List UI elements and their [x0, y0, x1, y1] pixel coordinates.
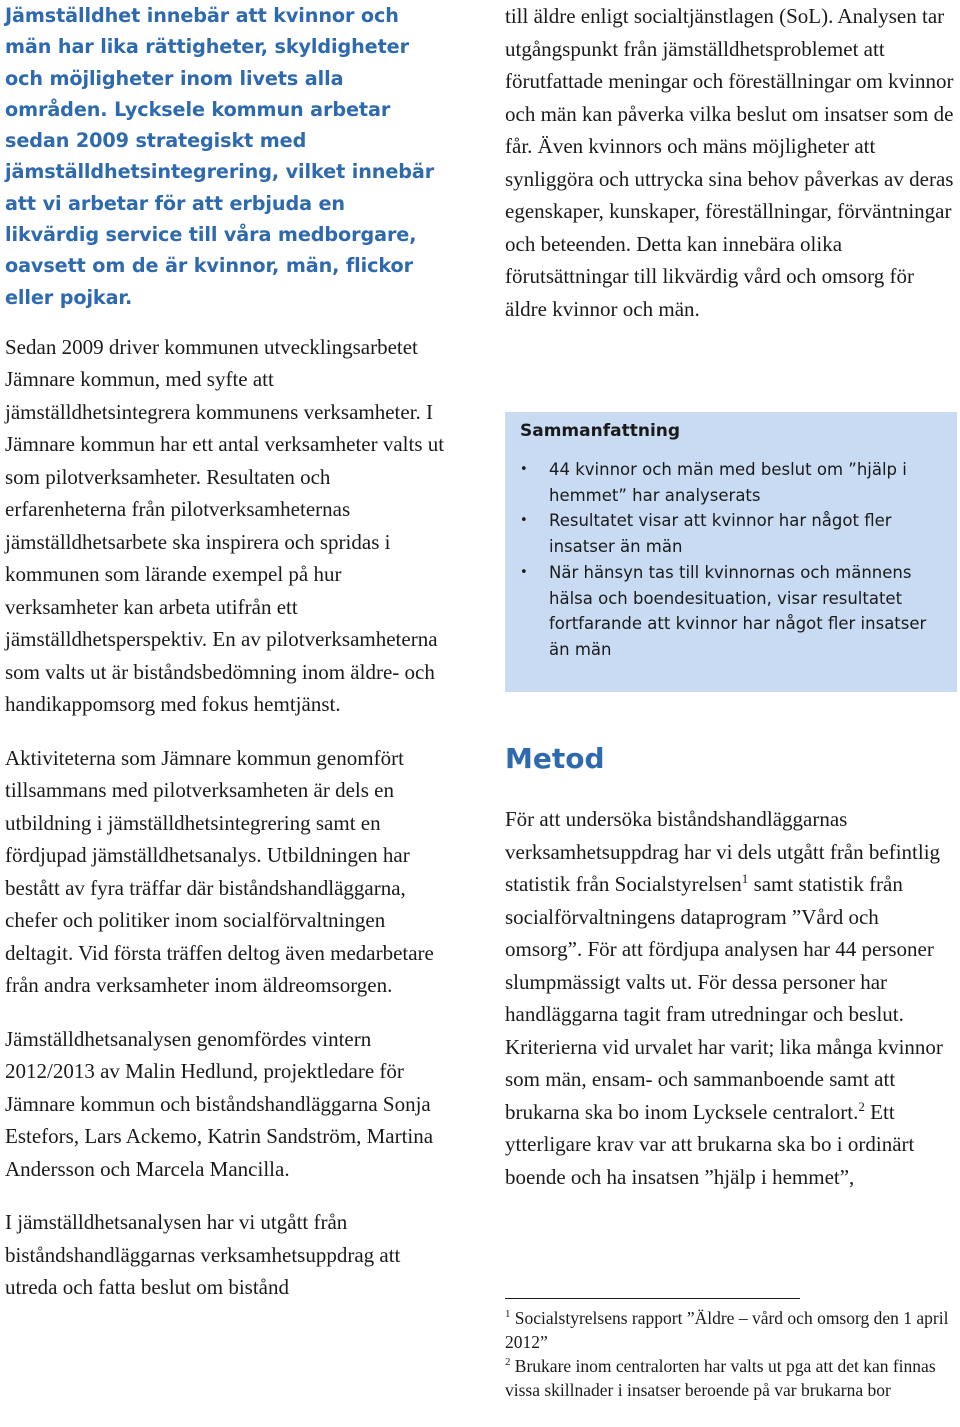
bullet-icon: • — [520, 564, 528, 580]
footnotes — [505, 1306, 955, 1402]
footnote-text-1: Socialstyrelsens rapport ”Äldre – vård och omsorg den 1 april 2012” — [505, 1308, 949, 1352]
right-body-paragraph-1: till äldre enligt socialtjänstlagen (SoL). Analysen tar utgångspunkt från jämställdhetsproblemet att förutfattade meningar och föreställningar om kvinnor och män kan påverka vilka beslut om insatser som de får. Även kvinnors och mäns möjligheter att synliggöra och uttrycka sina behov påverkas av deras egenskaper, kunskaper, föreställningar, förväntningar och beteenden. Detta kan innebära olika förutsättningar till likvärdig vård och omsorg för äldre kvinnor och män. — [505, 4, 954, 321]
footnote-number-1: 1 — [505, 1308, 511, 1321]
left-column — [5, 0, 445, 1325]
footnote-number-2: 2 — [505, 1356, 511, 1369]
body-paragraph-2: Aktiviteterna som Jämnare kommun genomfört tillsammans med pilotverksamheten är dels en utbildning i jämställdhetsintegrering samt en fördjupad jämställdhetsanalys. Utbildningen har bestått av fyra träffar där biståndshandläggarna, chefer och politiker inom socialförvaltningen deltagit. Vid första träffen deltog även medarbetare från andra verksamheter inom äldreomsorgen. — [5, 745, 434, 998]
bullet-icon: • — [520, 462, 528, 477]
method-text-b: samt statistik från socialförvaltningens dataprogram ”Vård och omsorg”. För att fördjupa analysen har 44 personer slumpmässigt valts ut. För dessa personer har handläggarna tagit fram utredningar och beslut. Kriterierna vid urvalet har varit; lika många kvinnor som män, ensam- och sammanboende samt att brukarna ska bo inom Lycksele centralort. — [505, 872, 943, 1124]
summary-box — [505, 412, 957, 692]
method-paragraph — [505, 803, 960, 1193]
method-text-c: Ett ytterligare krav var att brukarna ska bo i ordinärt boende och ha insatsen ”hjälp i hemmet”, — [505, 1099, 915, 1189]
body-paragraph-4: I jämställdhetsanalysen har vi utgått från biståndshandläggarnas verksamhetsuppdrag att utreda och fatta beslut om bistånd — [5, 1210, 401, 1300]
body-paragraph-3: Jämställdhetsanalysen genomfördes vintern 2012/2013 av Malin Hedlund, projektledare för Jämnare kommun och biståndshandläggarna Sonja Estefors, Lars Ackemo, Katrin Sandström, Martina Andersson och Marcela Mancilla. — [5, 1026, 434, 1181]
summary-list — [520, 457, 941, 663]
summary-title: Sammanfattning — [520, 421, 681, 441]
summary-item — [520, 560, 941, 663]
footnote-divider — [505, 1298, 800, 1299]
footnote-1 — [505, 1306, 955, 1354]
footnote-ref-1[interactable]: 1 — [741, 871, 749, 886]
summary-item-text: När hänsyn tas till kvinnornas och männens hälsa och boendesituation, visar resultatet fortfarande att kvinnor har något fler insatser än män — [549, 562, 927, 659]
summary-item-text: Resultatet visar att kvinnor har något fler insatser än män — [549, 511, 892, 557]
summary-item — [520, 457, 941, 508]
summary-item — [520, 508, 941, 559]
body-paragraph-1: Sedan 2009 driver kommunen utvecklingsarbetet Jämnare kommun, med syfte att jämställdhetsintegrera kommunens verksamheter. I Jämnare kommun har ett antal verksamheter valts ut som pilotverksamheter. Resultaten och erfarenheterna från pilotverksamheternas jämställdhetsarbete ska inspirera och spridas i kommunen som lärande exempel på hur verksamheter kan arbeta utifrån ett jämställdhetsperspektiv. En av pilotverksamheterna som valts ut är biståndsbedömning inom äldre- och handikappomsorg med fokus hemtjänst. — [5, 334, 445, 717]
method-heading: Metod — [505, 742, 605, 775]
footnote-text-2: Brukare inom centralorten har valts ut pga att det kan finnas vissa skillnader i insatser beroende på var brukarna bor — [505, 1356, 936, 1400]
bullet-icon: • — [520, 513, 528, 529]
right-column — [505, 0, 960, 325]
summary-item-text: 44 kvinnor och män med beslut om ”hjälp i hemmet” har analyserats — [549, 460, 907, 505]
footnote-ref-2[interactable]: 2 — [858, 1098, 865, 1114]
footnote-2 — [505, 1354, 955, 1402]
method-text-a: För att undersöka biståndshandläggarnas verksamhetsuppdrag har vi dels utgått från befintlig statistik från Socialstyrelsen — [505, 807, 941, 896]
lead-paragraph: Jämställdhet innebär att kvinnor och män har lika rättigheter, skyldigheter och möjligheter inom livets alla områden. Lycksele kommun arbetar sedan 2009 strategiskt med jämställdhetsintegrering, vilket innebär att vi arbetar för att erbjuda en likvärdig service till våra medborgare, oavsett om de är kvinnor, män, flickor eller pojkar. — [5, 4, 435, 309]
